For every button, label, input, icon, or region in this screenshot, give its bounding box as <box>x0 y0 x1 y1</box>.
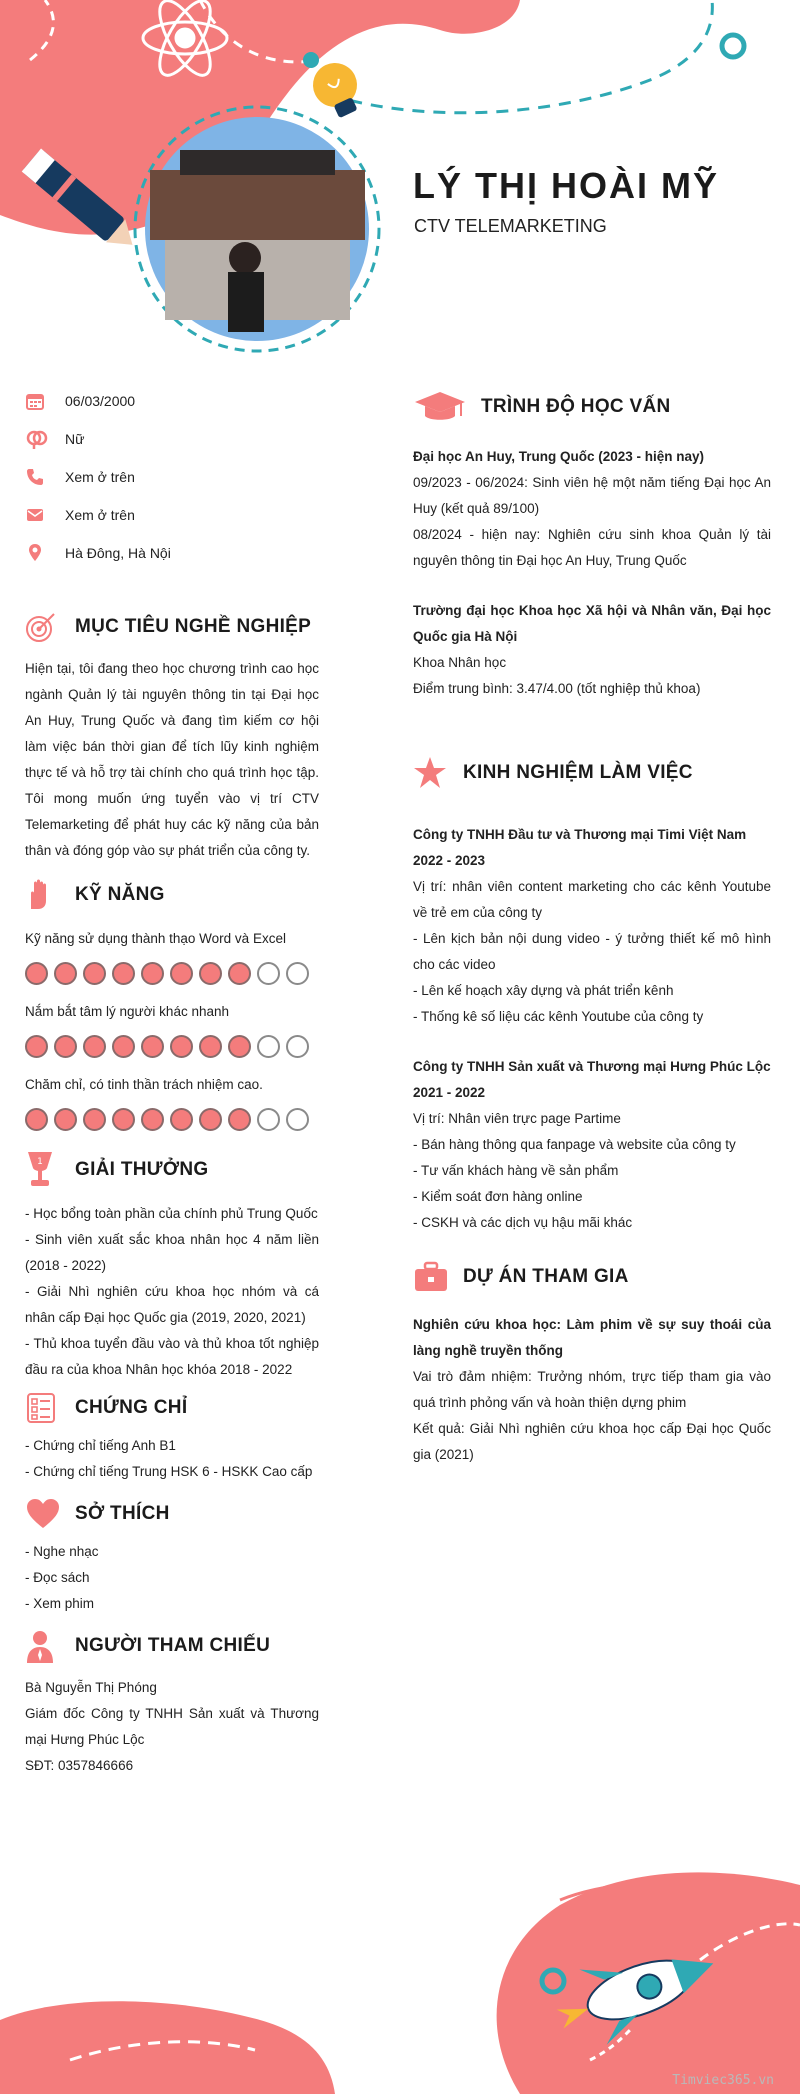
education-school: Trường đại học Khoa học Xã hội và Nhân văn, Đại học Quốc gia Hà Nội <box>413 603 771 644</box>
candidate-name: LÝ THỊ HOÀI MỸ <box>413 165 719 206</box>
rating-dot-filled <box>141 1035 164 1058</box>
rating-dot-filled <box>141 1108 164 1131</box>
rating-dot-filled <box>83 1035 106 1058</box>
rating-dot-filled <box>112 962 135 985</box>
skill-item <box>25 926 319 985</box>
svg-text:1: 1 <box>37 1157 43 1167</box>
certificate-line: - Chứng chỉ tiếng Trung HSK 6 - HSKK Cao cấp <box>25 1464 313 1479</box>
education-line: 08/2024 - hiện nay: Nghiên cứu sinh khoa Quản lý tài nguyên thông tin Đại học An Huy, Trung Quốc <box>413 527 771 568</box>
job-entry <box>413 822 771 1030</box>
job-period: 2021 - 2022 <box>413 1085 486 1100</box>
job-line: - Lên kịch bản nội dung video - ý tưởng thiết kế mô hình cho các video <box>413 931 771 972</box>
education-block <box>413 598 771 702</box>
rating-dot-empty <box>257 962 280 985</box>
job-title: CTV TELEMARKETING <box>414 216 607 236</box>
job-period: 2022 - 2023 <box>413 853 486 868</box>
avatar <box>145 117 369 341</box>
job-line: - Thống kê số liệu các kênh Youtube của công ty <box>413 1009 704 1024</box>
job-line: - Kiểm soát đơn hàng online <box>413 1189 583 1204</box>
objective-text: Hiện tại, tôi đang theo học chương trình cao học ngành Quản lý tài nguyên thông tin tại Đại học An Huy, Trung Quốc và đang tìm kiếm cơ hội làm việc bán thời gian để tích lũy kinh nghiệm thực tế và hỗ trợ tài chính cho quá trình học tập. Tôi mong muốn ứng tuyển vào vị trí CTV Telemarketing để phát huy các kỹ năng của bản thân và đóng góp vào sự phát triển của công ty. <box>25 661 319 858</box>
skill-rating <box>25 1108 319 1131</box>
contact-phone <box>25 458 319 496</box>
project-line: Kết quả: Giải Nhì nghiên cứu khoa học cấp Đại học Quốc gia (2021) <box>413 1421 771 1462</box>
award-line: - Giải Nhì nghiên cứu khoa học nhóm và cá nhân cấp Đại học Quốc gia (2019, 2020, 2021) <box>25 1284 319 1325</box>
reference-line: Bà Nguyễn Thị Phóng <box>25 1680 157 1695</box>
contact-birthday <box>25 382 319 420</box>
award-line: - Thủ khoa tuyển đầu vào và thủ khoa tốt nghiệp đầu ra của khoa Nhân học khóa 2018 - 2022 <box>25 1336 319 1377</box>
skills-list <box>25 926 319 1131</box>
skill-name: Chăm chỉ, có tinh thần trách nhiệm cao. <box>25 1077 263 1092</box>
certificates-heading <box>25 1383 319 1433</box>
location-pin-icon <box>25 543 65 563</box>
education-line: Điểm trung bình: 3.47/4.00 (tốt nghiệp thủ khoa) <box>413 681 701 696</box>
rating-dot-filled <box>228 1035 251 1058</box>
section-title: SỞ THÍCH <box>75 1503 170 1524</box>
contact-list <box>25 382 319 572</box>
briefcase-icon <box>413 1261 463 1293</box>
rating-dot-filled <box>54 962 77 985</box>
contact-email <box>25 496 319 534</box>
rating-dot-filled <box>83 1108 106 1131</box>
reference-heading <box>25 1621 319 1671</box>
gender-icon <box>25 429 65 449</box>
rating-dot-filled <box>170 1108 193 1131</box>
rating-dot-filled <box>25 1035 48 1058</box>
section-title: MỤC TIÊU NGHỀ NGHIỆP <box>75 616 312 637</box>
project-line: Vai trò đảm nhiệm: Trưởng nhóm, trực tiếp tham gia vào quá trình phỏng vấn và hoàn thiện dựng phim <box>413 1369 771 1410</box>
section-title: KỸ NĂNG <box>75 884 165 905</box>
section-title: CHỨNG CHỈ <box>75 1397 188 1418</box>
rating-dot-empty <box>257 1108 280 1131</box>
hobbies-heading <box>25 1489 319 1539</box>
reference-line: Giám đốc Công ty TNHH Sản xuất và Thương mại Hưng Phúc Lộc <box>25 1706 319 1747</box>
reference-list <box>25 1675 319 1779</box>
section-title: GIẢI THƯỞNG <box>75 1159 209 1180</box>
section-title: KINH NGHIỆM LÀM VIỆC <box>463 762 693 783</box>
job-line: - Bán hàng thông qua fanpage và website của công ty <box>413 1137 736 1152</box>
reference-line: SĐT: 0357846666 <box>25 1758 134 1773</box>
job-line: Vị trí: Nhân viên trực page Partime <box>413 1111 621 1126</box>
hand-icon <box>25 879 75 911</box>
rating-dot-filled <box>170 962 193 985</box>
education-line: 09/2023 - 06/2024: Sinh viên hệ một năm tiếng Đại học An Huy (kết quả 89/100) <box>413 475 771 516</box>
section-title: NGƯỜI THAM CHIẾU <box>75 1635 271 1656</box>
project-heading: Nghiên cứu khoa học: Làm phim về sự suy thoái của làng nghề truyền thống <box>413 1317 771 1358</box>
award-line: - Học bổng toàn phần của chính phủ Trung Quốc <box>25 1206 318 1221</box>
hobbies-list <box>25 1539 319 1617</box>
contact-gender <box>25 420 319 458</box>
star-icon <box>413 756 463 790</box>
awards-list <box>25 1201 319 1383</box>
heart-icon <box>25 1498 75 1530</box>
skill-name: Nắm bắt tâm lý người khác nhanh <box>25 1004 229 1019</box>
rating-dot-empty <box>286 1108 309 1131</box>
graduation-cap-icon <box>413 390 481 424</box>
watermark: Timviec365.vn <box>672 2073 774 2088</box>
objective-heading <box>25 602 319 652</box>
skill-item <box>25 999 319 1058</box>
skill-item <box>25 1072 319 1131</box>
certificate-line: - Chứng chỉ tiếng Anh B1 <box>25 1438 176 1453</box>
job-line: - Tư vấn khách hàng về sản phẩm <box>413 1163 619 1178</box>
education-line: Khoa Nhân học <box>413 655 507 670</box>
job-line: - CSKH và các dịch vụ hậu mãi khác <box>413 1215 633 1230</box>
award-line: - Sinh viên xuất sắc khoa nhân học 4 năm liền (2018 - 2022) <box>25 1232 319 1273</box>
contact-text: Hà Đông, Hà Nội <box>65 545 171 561</box>
rating-dot-filled <box>199 962 222 985</box>
rating-dot-empty <box>286 1035 309 1058</box>
hobby-line: - Đọc sách <box>25 1570 90 1585</box>
calendar-icon <box>25 391 65 411</box>
rating-dot-filled <box>112 1108 135 1131</box>
project-entry <box>413 1312 771 1468</box>
contact-address <box>25 534 319 572</box>
certificates-list <box>25 1433 319 1485</box>
rating-dot-empty <box>286 962 309 985</box>
rating-dot-filled <box>199 1035 222 1058</box>
education-heading <box>413 382 771 432</box>
left-column <box>25 382 319 1779</box>
skill-name: Kỹ năng sử dụng thành thạo Word và Excel <box>25 931 286 946</box>
job-entry <box>413 1054 771 1236</box>
rating-dot-filled <box>170 1035 193 1058</box>
right-column <box>413 382 771 1468</box>
contact-text: Xem ở trên <box>65 507 135 523</box>
section-title: TRÌNH ĐỘ HỌC VẤN <box>481 396 671 417</box>
rating-dot-filled <box>112 1035 135 1058</box>
experience-heading <box>413 748 771 798</box>
target-icon <box>25 611 75 643</box>
rating-dot-filled <box>141 962 164 985</box>
education-block <box>413 444 771 574</box>
trophy-icon <box>25 1150 75 1190</box>
skills-heading <box>25 870 319 920</box>
job-company: Công ty TNHH Sản xuất và Thương mại Hưng Phúc Lộc <box>413 1059 771 1074</box>
rating-dot-filled <box>228 1108 251 1131</box>
checklist-icon <box>25 1392 75 1424</box>
contact-text: Nữ <box>65 431 85 447</box>
skill-rating <box>25 962 319 985</box>
hobby-line: - Xem phim <box>25 1596 95 1611</box>
rating-dot-filled <box>199 1108 222 1131</box>
hobby-line: - Nghe nhạc <box>25 1544 99 1559</box>
rating-dot-filled <box>83 962 106 985</box>
person-icon <box>25 1629 75 1663</box>
section-title: DỰ ÁN THAM GIA <box>463 1266 629 1287</box>
rating-dot-filled <box>25 962 48 985</box>
projects-heading <box>413 1252 771 1302</box>
contact-text: Xem ở trên <box>65 469 135 485</box>
awards-heading <box>25 1145 319 1195</box>
education-school: Đại học An Huy, Trung Quốc (2023 - hiện nay) <box>413 449 705 464</box>
rating-dot-empty <box>257 1035 280 1058</box>
rating-dot-filled <box>54 1035 77 1058</box>
contact-text: 06/03/2000 <box>65 393 136 409</box>
job-company: Công ty TNHH Đầu tư và Thương mại Timi Việt Nam <box>413 827 747 842</box>
job-line: - Lên kế hoạch xây dựng và phát triển kênh <box>413 983 674 998</box>
rating-dot-filled <box>228 962 251 985</box>
skill-rating <box>25 1035 319 1058</box>
phone-icon <box>25 467 65 487</box>
job-line: Vị trí: nhân viên content marketing cho các kênh Youtube về trẻ em của công ty <box>413 879 771 920</box>
email-icon <box>25 505 65 525</box>
rating-dot-filled <box>54 1108 77 1131</box>
rating-dot-filled <box>25 1108 48 1131</box>
